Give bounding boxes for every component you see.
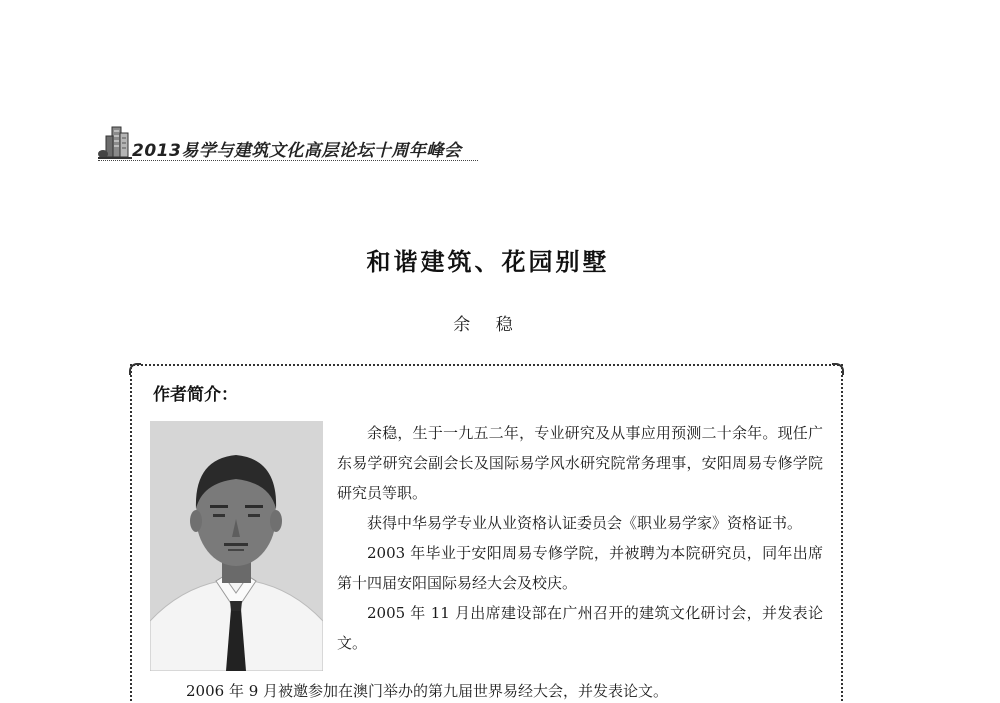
bio-paragraph: 余稳，生于一九五二年，专业研究及从事应用预测二十余年。现任广东易学研究会副会长及国际易学风水研究院常务理事，安阳周易专修学院研究员等职。: [337, 424, 823, 502]
author-bio-box: [130, 364, 843, 703]
bio-text: [337, 418, 823, 658]
article-title: 和谐建筑、花园别墅: [366, 248, 610, 276]
box-corner: [832, 363, 844, 375]
box-corner: [129, 363, 141, 375]
conference-title: 2013易学与建筑文化高层论坛十周年峰会: [132, 141, 462, 161]
article-author: 余 稳: [453, 315, 523, 335]
bio-paragraph: 2003 年毕业于安阳周易专修学院，并被聘为本院研究员，同年出席第十四届安阳国际易经大会及校庆。: [337, 544, 823, 592]
bio-paragraph: 获得中华易学专业从业资格认证委员会《职业易学家》资格证书。: [367, 514, 803, 532]
bio-paragraph: 2005 年 11 月出席建设部在广州召开的建筑文化研讨会，并发表论文。: [337, 604, 823, 652]
author-portrait-photo: [150, 421, 323, 671]
building-logo-icon: [98, 124, 132, 160]
running-header: [98, 124, 478, 164]
header-divider: [98, 160, 478, 161]
bio-heading: 作者简介：: [153, 385, 238, 405]
bio-paragraph-full-width: 2006 年 9 月被邀参加在澳门举办的第九届世界易经大会，并发表论文。: [186, 682, 669, 700]
